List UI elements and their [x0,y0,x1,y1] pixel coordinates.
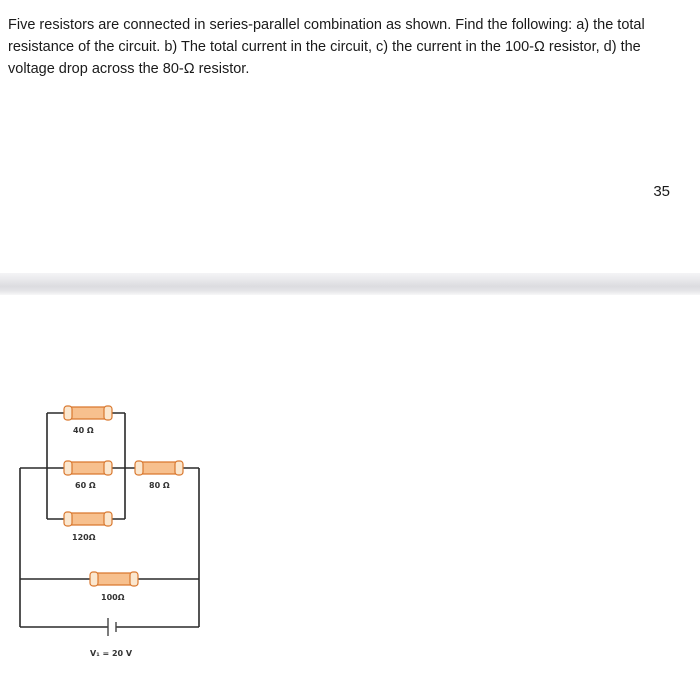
source-voltage-label: V₁ = 20 V [90,649,133,658]
page-divider [0,273,700,295]
wire-outer-left [20,468,47,627]
resistor-60-label: 60 Ω [75,481,96,490]
resistor-80-label: 80 Ω [149,481,170,490]
resistor-100-label: 100Ω [101,593,125,602]
resistor-120-ohm [64,512,112,526]
resistor-100-ohm [90,572,138,586]
page-number: 35 [653,183,670,200]
resistor-80-ohm [135,461,183,475]
resistor-40-ohm [64,406,112,420]
resistor-120-label: 120Ω [72,533,96,542]
circuit-diagram [0,295,700,679]
resistor-40-label: 40 Ω [73,426,94,435]
resistor-60-ohm [64,461,112,475]
question-text: Five resistors are connected in series-parallel combination as shown. Find the following: a) the total resistance of the circuit. b) The total current in the circuit, c) the current in the 100-Ω resistor, d) the voltage drop across the 80-Ω resistor. [8,17,645,77]
